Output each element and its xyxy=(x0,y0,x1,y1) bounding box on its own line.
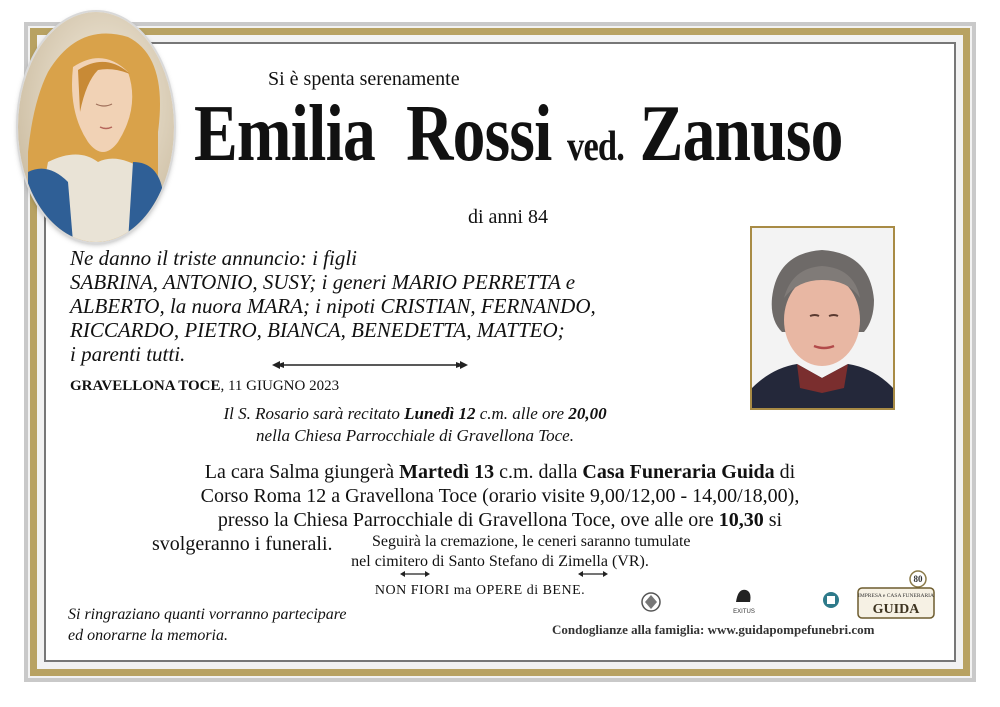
funeral-home: Casa Funeraria Guida xyxy=(582,461,775,483)
guida-top: IMPRESA e CASA FUNERARIA xyxy=(858,593,934,599)
funeral-text: La cara Salma giungerà xyxy=(204,461,400,483)
place-date xyxy=(70,378,339,395)
age-text: di anni 84 xyxy=(468,206,548,228)
no-flowers-note: NON FIORI ma OPERE di BENE. xyxy=(374,583,586,598)
funeral-text: si xyxy=(763,509,783,531)
ornament-divider xyxy=(272,360,468,370)
rosary-day: Lunedì 12 xyxy=(404,404,476,423)
funeral-time: 10,30 xyxy=(718,509,764,531)
partner-logo xyxy=(818,590,844,617)
announcement xyxy=(70,246,710,366)
rosary-time: 20,00 xyxy=(568,404,607,423)
funeral-text: presso la Chiesa Parrocchiale di Gravellona Toce, ove alle ore xyxy=(217,509,719,531)
badge-80: 80 xyxy=(913,574,923,584)
guida-logo xyxy=(856,570,938,625)
intro-text: Si è spenta serenamente xyxy=(268,68,460,90)
exitus-text: EXITUS xyxy=(733,609,755,615)
rosary-info xyxy=(90,403,740,447)
ved-label: ved. xyxy=(567,124,625,170)
exitus-logo xyxy=(732,586,756,615)
guida-text: GUIDA xyxy=(872,602,920,617)
announcement-line: ALBERTO, la nuora MARA; i nipoti CRISTIAN, FERNANDO, xyxy=(70,294,596,318)
madonna-image xyxy=(18,12,174,242)
deceased-name xyxy=(194,90,843,178)
rosary-text: Il S. Rosario sarà recitato xyxy=(223,404,405,423)
rosary-text: c.m. alle ore xyxy=(475,404,569,423)
announcement-line: SABRINA, ANTONIO, SUSY; i generi MARIO PERRETTA e xyxy=(70,270,576,294)
thanks-line: ed onorarne la memoria. xyxy=(68,627,228,644)
funeral-text: svolgeranno i funerali. xyxy=(152,533,333,555)
arrival-day: Martedì 13 xyxy=(399,461,495,483)
funeral-text: c.m. dalla xyxy=(494,461,583,483)
cremation-line: Seguirà la cremazione, le ceneri saranno tumulate xyxy=(372,533,691,550)
thanks-note xyxy=(68,604,347,646)
funeral-address: Corso Roma 12 a Gravellona Toce (orario visite 9,00/12,00 - 14,00/18,00), xyxy=(200,485,800,507)
portrait-photo xyxy=(750,226,895,410)
last-name: Rossi xyxy=(406,90,552,178)
rosary-location: nella Chiesa Parrocchiale di Gravellona Toce. xyxy=(256,426,574,445)
crest-logo xyxy=(636,590,666,619)
condolences-link[interactable]: Condoglianze alla famiglia: www.guidapompefunebri.com xyxy=(552,622,875,637)
married-name: Zanuso xyxy=(639,90,843,178)
announcement-line: i parenti tutti. xyxy=(70,342,186,366)
funeral-info xyxy=(60,460,940,532)
first-name: Emilia xyxy=(194,90,375,178)
ornament-small xyxy=(578,570,608,578)
announcement-line: RICCARDO, PIETRO, BIANCA, BENEDETTA, MATTEO; xyxy=(70,318,565,342)
ornament-small xyxy=(400,570,430,578)
thanks-line: Si ringraziano quanti vorranno partecipare xyxy=(68,606,347,623)
funeral-text: di xyxy=(774,461,796,483)
cremation-line: nel cimitero di Santo Stefano di Zimella (VR). xyxy=(351,553,649,570)
date-text: , 11 GIUGNO 2023 xyxy=(220,378,340,394)
announcement-line: Ne danno il triste annuncio: i figli xyxy=(70,246,357,270)
place-name: GRAVELLONA TOCE xyxy=(70,378,221,394)
